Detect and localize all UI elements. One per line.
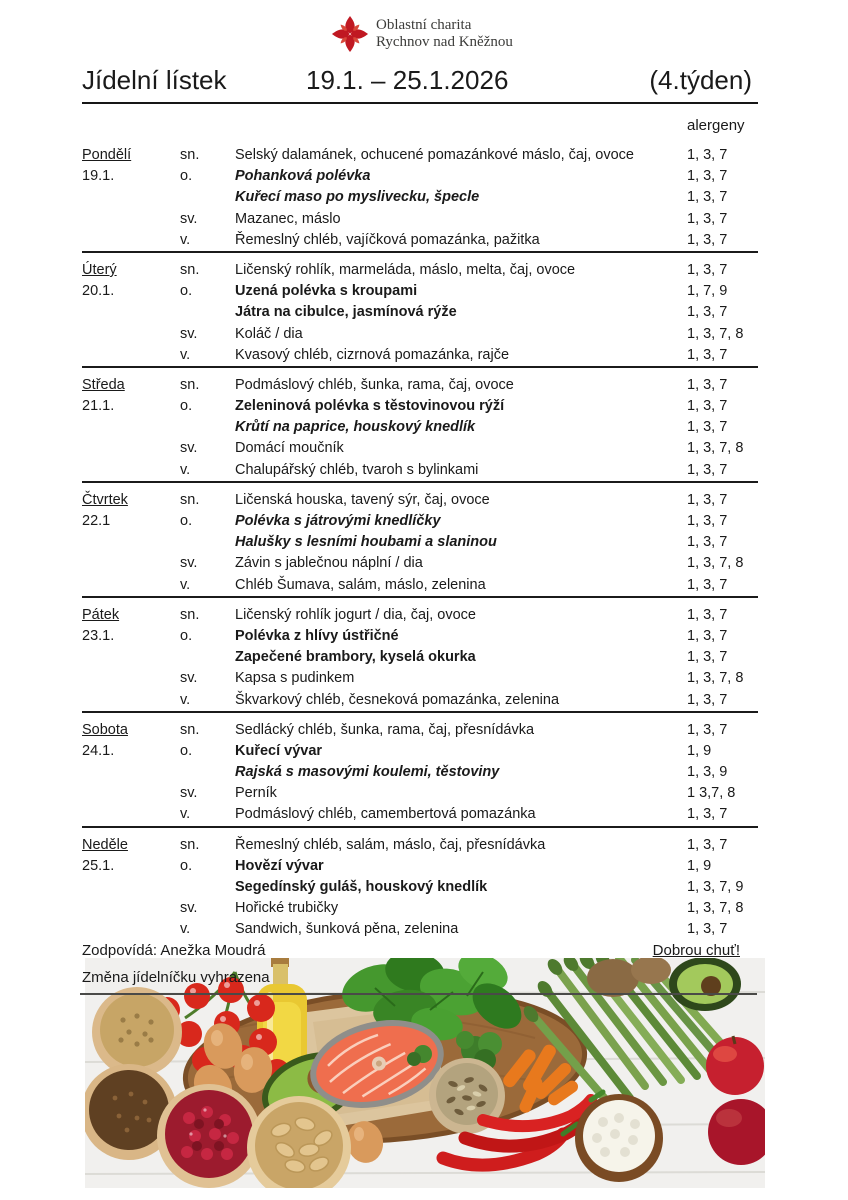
day-label: Středa [82,376,125,393]
allergen-codes: 1, 3, 7 [687,921,728,938]
dish-text: Chalupářský chléb, tvaroh s bylinkami [235,461,479,478]
menu-row [82,647,758,668]
dish-text: Rajská s masovými koulemi, těstoviny [235,764,500,781]
meal-code: sn. [180,836,200,853]
menu-row [82,532,758,553]
menu-row [82,460,758,481]
day-label [82,302,180,323]
dish-text: Ličenský rohlík jogurt / dia, čaj, ovoce [235,606,476,623]
allergen-codes: 1, 3, 7 [687,513,728,529]
allergen-codes: 1, 9 [687,742,712,759]
week-number: (4.týden) [649,65,752,95]
dish-text: Sandwich, šunková pěna, zelenina [235,921,459,938]
menu-row [82,877,758,898]
dish-text: Zapečené brambory, kyselá okurka [235,649,476,666]
meal-code: sn. [180,606,200,623]
meal-code [180,762,235,783]
day-date: 22.1 [82,513,111,529]
meal-code [180,187,235,208]
meal-code: sv. [180,785,198,802]
day-label: Sobota [82,721,128,738]
allergen-codes: 1, 3, 7 [687,147,728,163]
day-label [82,898,180,919]
menu-row [82,417,758,438]
meal-code: v. [180,461,191,478]
responsible-person: Zodpovídá: Anežka Moudrá [82,942,266,959]
meal-code [180,647,235,668]
meal-code: sn. [180,147,200,163]
day-label [82,690,180,711]
meal-code: sn. [180,491,200,508]
menu-table [82,145,758,948]
menu-row [82,605,758,626]
day-date: 20.1. [82,283,115,300]
allergen-codes: 1, 3, 7, 8 [687,440,744,457]
menu-row [82,668,758,689]
meal-code: sn. [180,261,200,278]
org-name-line1: Oblastní charita [376,17,472,33]
day-date: 25.1. [82,857,115,874]
dish-text: Škvarkový chléb, česneková pomazánka, zelenina [235,691,560,708]
menu-row [82,741,758,762]
meal-code: o. [180,398,193,415]
dish-text: Řemeslný chléb, salám, máslo, čaj, přesnídávka [235,836,546,853]
meal-code [180,302,235,323]
dish-text: Pohanková polévka [235,168,371,185]
allergen-codes: 1, 3, 7 [687,461,728,478]
allergen-codes: 1, 3, 7 [687,168,728,185]
day-label [82,209,180,230]
menu-row [82,438,758,459]
allergen-codes: 1, 3, 7 [687,836,728,853]
footer-rule [80,993,757,995]
day-date: 19.1. [82,168,115,185]
day-label [82,919,180,940]
charity-logo [331,15,513,53]
day-label [82,647,180,668]
meal-code: sn. [180,721,200,738]
dish-text: Segedínský guláš, houskový knedlík [235,879,488,895]
day-label: Úterý [82,261,117,278]
day-block [82,260,758,368]
dish-text: Podmáslový chléb, šunka, rama, čaj, ovoce [235,376,514,393]
day-label [82,783,180,804]
menu-row [82,324,758,345]
menu-row [82,720,758,741]
menu-row [82,302,758,323]
allergen-codes: 1, 3, 7 [687,576,728,593]
dish-text: Játra na cibulce, jasmínová rýže [235,304,457,321]
day-label [82,668,180,689]
allergen-codes: 1, 3, 7, 8 [687,900,744,917]
allergen-codes: 1, 3, 7, 8 [687,325,744,342]
menu-row [82,345,758,366]
day-label [82,553,180,574]
day-label [82,762,180,783]
meal-code: v. [180,346,191,363]
allergen-codes: 1, 3, 7, 8 [687,670,744,687]
allergen-codes: 1, 3, 7, 9 [687,879,744,895]
menu-row [82,762,758,783]
allergen-codes: 1, 3, 7 [687,691,728,708]
day-label [82,575,180,596]
day-label [82,417,180,438]
day-label [82,804,180,825]
menu-row [82,804,758,825]
allergen-codes: 1, 3, 9 [687,764,728,781]
allergen-codes: 1, 3, 7 [687,649,728,666]
meal-code [180,877,235,898]
dish-text: Uzená polévka s kroupami [235,283,418,300]
menu-row [82,166,758,187]
day-block [82,375,758,483]
dish-text: Závin s jablečnou náplní / dia [235,555,423,572]
menu-title-row [82,62,758,104]
day-label [82,532,180,553]
dish-text: Selský dalamánek, ochucené pomazánkové máslo, čaj, ovoce [235,147,634,163]
menu-row [82,145,758,166]
day-block [82,145,758,253]
day-label [82,460,180,481]
allergen-codes: 1, 3, 7 [687,304,728,321]
allergen-codes: 1, 3, 7 [687,419,728,436]
menu-row [82,375,758,396]
allergen-codes: 1, 3, 7 [687,721,728,738]
allergen-codes: 1, 3, 7 [687,806,728,823]
dish-text: Podmáslový chléb, camembertová pomazánka [235,806,536,823]
meal-code: o. [180,857,193,874]
menu-row [82,626,758,647]
meal-code: o. [180,627,193,644]
meal-code [180,417,235,438]
dish-text: Hořické trubičky [235,900,339,917]
date-range: 19.1. – 25.1.2026 [306,65,509,95]
menu-row [82,281,758,302]
meal-code [180,532,235,553]
menu-row [82,209,758,230]
dish-text: Kuřecí vývar [235,742,323,759]
day-label [82,345,180,366]
day-date: 23.1. [82,627,115,644]
meal-code: sv. [180,555,198,572]
allergen-codes: 1, 3, 7 [687,606,728,623]
menu-row [82,856,758,877]
meal-code: o. [180,513,193,529]
footer-row [82,942,740,959]
menu-row [82,260,758,281]
dish-text: Chléb Šumava, salám, máslo, zelenina [235,576,486,593]
dish-text: Zeleninová polévka s těstovinovou rýží [235,398,505,415]
day-block [82,835,758,941]
allergen-codes: 1, 3, 7 [687,627,728,644]
day-label: Neděle [82,836,128,853]
dish-text: Krůtí na paprice, houskový knedlík [235,419,476,436]
menu-row [82,835,758,856]
day-label: Pondělí [82,147,132,163]
allergens-column-label: alergeny [687,117,745,134]
menu-row [82,919,758,940]
menu-row [82,553,758,574]
menu-row [82,575,758,596]
bon-appetit-text: Dobrou chuť! [652,942,740,959]
dish-text: Ličenský rohlík, marmeláda, máslo, melta, čaj, ovoce [235,261,576,278]
menu-row [82,511,758,532]
meal-code: sv. [180,210,198,227]
menu-row [82,898,758,919]
allergen-codes: 1, 7, 9 [687,283,728,300]
meal-code: sv. [180,440,198,457]
dish-text: Řemeslný chléb, vajíčková pomazánka, pažitka [235,231,540,248]
day-block [82,605,758,713]
dish-text: Polévka z hlívy ústřičné [235,627,399,644]
day-label [82,230,180,251]
allergen-codes: 1, 3, 7 [687,534,728,551]
dish-text: Halušky s lesními houbami a slaninou [235,534,497,551]
allergen-codes: 1, 3, 7 [687,346,728,363]
allergen-codes: 1, 3, 7, 8 [687,555,744,572]
org-name-line2: Rychnov nad Kněžnou [376,34,513,50]
allergen-codes: 1, 3, 7 [687,231,728,248]
meal-code: sv. [180,670,198,687]
day-label: Pátek [82,606,120,623]
day-label: Čtvrtek [82,491,128,508]
menu-row [82,230,758,251]
allergen-codes: 1 3,7, 8 [687,785,736,802]
caritas-flame-icon [331,15,369,53]
menu-row [82,783,758,804]
dish-text: Domácí moučník [235,440,344,457]
day-date: 21.1. [82,398,115,415]
allergen-codes: 1, 9 [687,857,712,874]
meal-code: sn. [180,376,200,393]
menu-row [82,396,758,417]
meal-code: sv. [180,900,198,917]
dish-text: Polévka s játrovými knedlíčky [235,513,441,529]
allergen-codes: 1, 3, 7 [687,376,728,393]
day-label [82,877,180,898]
menu-row [82,690,758,711]
dish-text: Hovězí vývar [235,857,324,874]
allergen-codes: 1, 3, 7 [687,398,728,415]
dish-text: Ličenská houska, tavený sýr, čaj, ovoce [235,491,490,508]
menu-row [82,187,758,208]
meal-code: v. [180,921,191,938]
dish-text: Kapsa s pudinkem [235,670,355,687]
allergen-codes: 1, 3, 7 [687,491,728,508]
meal-code: sv. [180,325,198,342]
dish-text: Mazanec, máslo [235,210,341,227]
meal-code: v. [180,691,191,708]
dish-text: Kuřecí maso po myslivecku, špecle [235,189,480,206]
meal-code: v. [180,231,191,248]
meal-code: v. [180,806,191,823]
day-label [82,324,180,345]
menu-change-note: Změna jídelníčku vyhrazena [82,969,270,986]
page-title: Jídelní lístek [82,65,227,95]
meal-code: o. [180,283,193,300]
allergen-codes: 1, 3, 7 [687,210,728,227]
menu-row [82,490,758,511]
day-label [82,438,180,459]
day-label [82,187,180,208]
day-date: 24.1. [82,742,115,759]
allergen-codes: 1, 3, 7 [687,189,728,206]
meal-code: o. [180,742,193,759]
dish-text: Sedlácký chléb, šunka, rama, čaj, přesnídávka [235,721,535,738]
dish-text: Koláč / dia [235,325,303,342]
day-block [82,720,758,828]
meal-code: v. [180,576,191,593]
dish-text: Perník [235,785,277,802]
day-block [82,490,758,598]
meal-code: o. [180,168,193,185]
allergen-codes: 1, 3, 7 [687,261,728,278]
dish-text: Kvasový chléb, cizrnová pomazánka, rajče [235,346,510,363]
